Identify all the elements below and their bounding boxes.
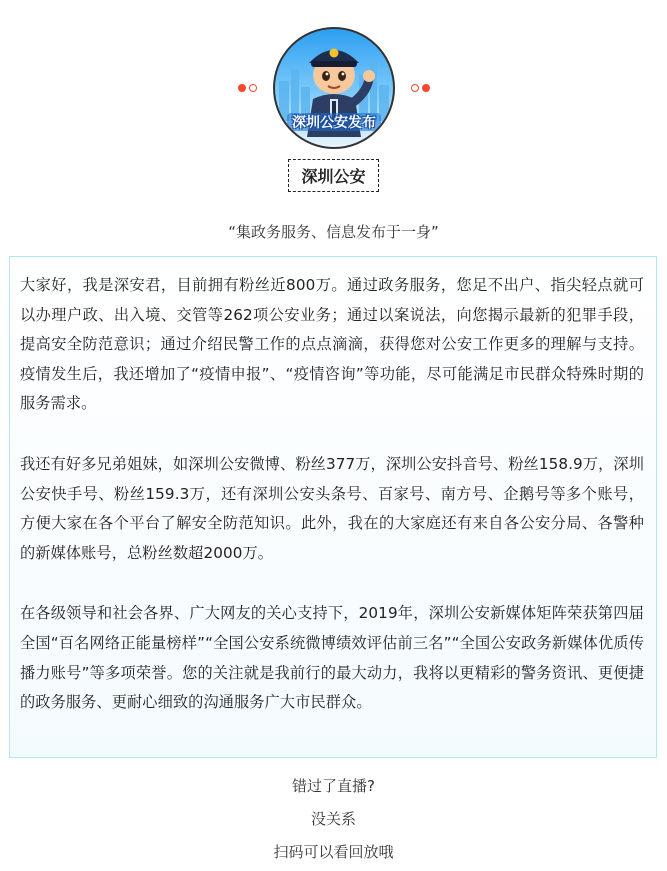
- dot-filled: [238, 84, 246, 92]
- intro-paragraph: 我还有好多兄弟姐妹，如深圳公安微博、粉丝377万，深圳公安抖音号、粉丝158.9万，深圳公安快手号、粉丝159.3万，还有深圳公安头条号、百家号、南方号、企鹅号等多个账号，方便大家在各个平台了解安全防范知识。此外，我在的大家庭还有来自各公安分局、各警种的新媒体账号，总粉丝数超2000万。: [20, 454, 644, 562]
- account-name: 深圳公安: [288, 159, 379, 192]
- avatar-caption: 深圳公安发布: [292, 115, 376, 131]
- footer-line-1: 错过了直播?: [292, 777, 375, 795]
- police-mascot-image: [273, 27, 395, 149]
- account-avatar: [273, 27, 395, 149]
- footer-line-3: 扫码可以看回放哦: [273, 843, 394, 861]
- dot-ring: [411, 84, 419, 92]
- intro-card: [9, 256, 657, 758]
- intro-paragraph: 在各级领导和社会各界、广大网友的关心支持下，2019年，深圳公安新媒体矩阵荣获第四届全国“百名网络正能量榜样”“全国公安系统微博绩效评估前三名”“全国公安政务新媒体优质传播力账号”等多项荣誉。您的关注就是我前行的最大动力，我将以更精彩的警务资讯、更便捷的政务服务、更耐心细致的沟通服务广大市民群众。: [20, 604, 644, 712]
- intro-paragraph: 大家好，我是深安君，目前拥有粉丝近800万。通过政务服务，您足不出户、指尖轻点就可以办理户政、出入境、交管等262项公安业务；通过以案说法，向您揭示最新的犯罪手段，提高安全防范意识；通过介绍民警工作的点点滴滴，获得您对公安工作更多的理解与支持。疫情发生后，我还增加了“疫情申报”、“疫情咨询”等功能，尽可能满足市民群众特殊时期的服务需求。: [20, 276, 644, 413]
- footer-text: [0, 772, 667, 871]
- decor-dots-right: [411, 84, 430, 92]
- dot-ring: [249, 84, 257, 92]
- decor-dots-left: [238, 84, 257, 92]
- slogan: “集政务服务、信息发布于一身”: [228, 223, 439, 241]
- footer-line-2: 没关系: [310, 810, 356, 828]
- dot-filled: [422, 84, 430, 92]
